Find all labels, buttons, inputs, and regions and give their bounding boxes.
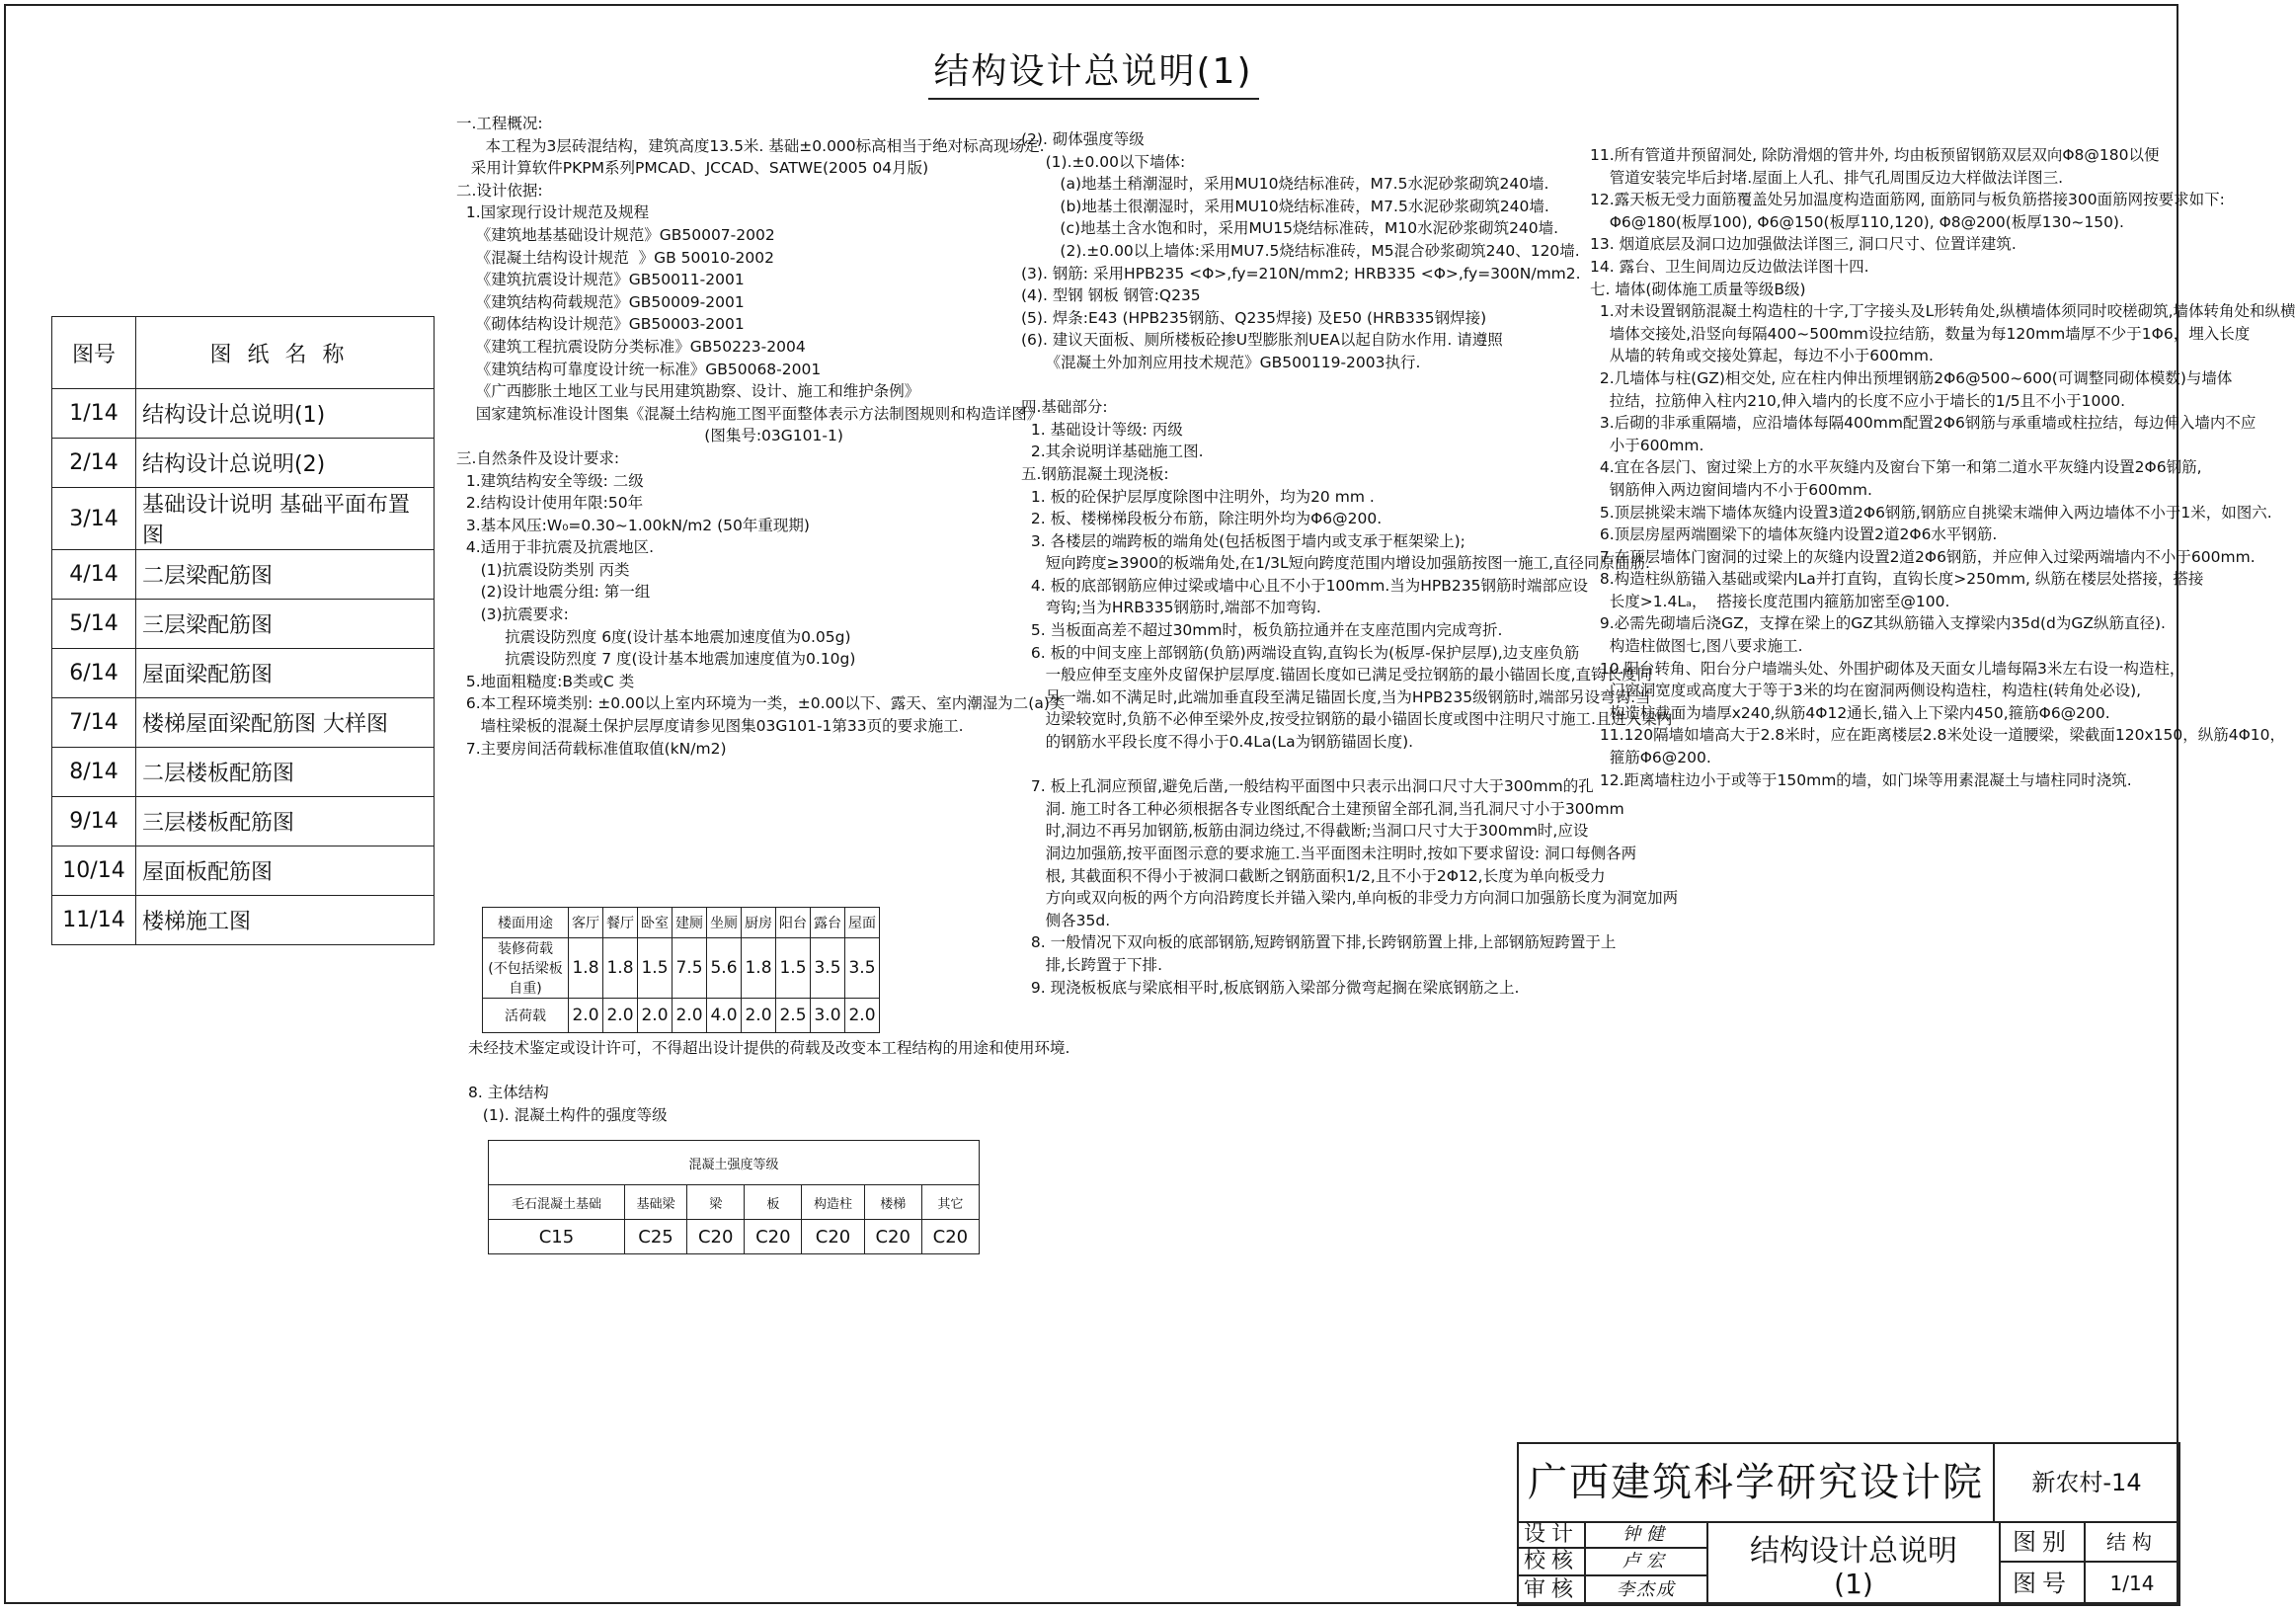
- role-name-review: 李杰成: [1617, 1579, 1676, 1600]
- note-line: 8. 一般情况下双向板的底部钢筋,短跨钢筋置下排,长跨钢筋置上排,上部钢筋短跨置于上: [1021, 933, 1617, 952]
- note-line: 四.基础部分:: [1021, 398, 1108, 417]
- project-code: 新农村-14: [2031, 1469, 2142, 1496]
- sheet-title: 结构设计总说明(1): [6, 43, 2180, 100]
- note-line: 《混凝土外加剂应用技术规范》GB500119-2003执行.: [1021, 353, 1421, 371]
- note-line: 采用计算软件PKPM系列PMCAD、JCCAD、SATWE(2005 04月版): [456, 159, 929, 178]
- drawing-number: 6/14: [52, 649, 136, 698]
- drawing-name: 结构设计总说明(2): [136, 439, 435, 488]
- note-line: 5. 当板面高差不超过30mm时，板负筋拉通并在支座范围内完成弯折.: [1021, 621, 1503, 640]
- note-line: 洞. 施工时各工种必须根据各专业图纸配合土建预留全部孔洞,当孔洞尺寸小于300mm: [1021, 799, 1624, 818]
- load-table-header: 餐厅: [603, 908, 638, 938]
- load-table-header: 建厕: [673, 908, 707, 938]
- load-value: 1.5: [776, 938, 811, 999]
- note-line: 9. 现浇板板底与梁底相平时,板底钢筋入梁部分微弯起搁在梁底钢筋之上.: [1021, 978, 1520, 997]
- drawing-name: 三层梁配筋图: [136, 600, 435, 649]
- drawing-title-line-1: 结构设计总说明: [1750, 1534, 1957, 1569]
- load-value: 4.0: [707, 999, 742, 1033]
- institute-name: 广西建筑科学研究设计院: [1528, 1460, 1984, 1505]
- load-table-header: 屋面: [845, 908, 880, 938]
- note-line: 1.国家现行设计规范及规程: [456, 203, 650, 222]
- note-line: 《建筑地基基础设计规范》GB50007-2002: [456, 225, 775, 244]
- drawing-title-line-2: (1): [1834, 1568, 1873, 1600]
- note-line: 2.结构设计使用年限:50年: [456, 494, 644, 513]
- drawing-sheet: [4, 4, 2296, 1604]
- role-name-design: 钟健: [1623, 1524, 1670, 1545]
- load-table-header: 客厅: [569, 908, 603, 938]
- note-line: 一.工程概况:: [456, 115, 543, 132]
- note-line: 9.必需先砌墙后浇GZ，支撑在梁上的GZ其纵筋锚入支撑梁内35d(d为GZ纵筋直径).: [1590, 614, 2166, 633]
- note-line: (3)抗震要求:: [456, 605, 569, 624]
- drawing-list-row: [52, 439, 435, 488]
- concrete-grade-value: C20: [802, 1220, 864, 1254]
- load-value: 1.5: [638, 938, 673, 999]
- drawing-list-row: [52, 698, 435, 748]
- drawing-name: 三层楼板配筋图: [136, 797, 435, 846]
- note-line: 7.主要房间活荷载标准值取值(kN/m2): [456, 739, 727, 758]
- note-line: 《广西膨胀土地区工业与民用建筑勘察、设计、施工和维护条例》: [456, 382, 920, 401]
- note-line: 二.设计依据:: [456, 181, 543, 200]
- note-line: 《砌体结构设计规范》GB50003-2001: [456, 315, 745, 334]
- note-line: (5). 焊条:E43 (HPB235钢筋、Q235焊接) 及E50 (HRB335钢焊接): [1021, 308, 1487, 327]
- drawing-list-row: [52, 389, 435, 439]
- drawing-name: 结构设计总说明(1): [136, 389, 435, 439]
- number-label: 图号: [2013, 1570, 2072, 1597]
- note-line: 2.几墙体与柱(GZ)相交处, 应在柱内伸出预埋钢筋2Φ6@500~600(可调整同砌体模数)与墙体: [1590, 368, 2233, 387]
- load-value: 2.0: [673, 999, 707, 1033]
- note-line: 10.阳台转角、阳台分户墙端头处、外围护砌体及天面女儿墙每隔3米左右设一构造柱，: [1590, 659, 2185, 678]
- note-line: (6). 建议天面板、厕所楼板砼掺U型膨胀剂UEA以起自防水作用. 请遵照: [1021, 331, 1503, 350]
- note-line: 箍筋Φ6@200.: [1590, 749, 1711, 767]
- general-notes-column-1: [456, 113, 1065, 760]
- note-line: 4.宜在各层门、窗过梁上方的水平灰缝内及窗台下第一和第二道水平灰缝内设置2Φ6钢筋,: [1590, 458, 2202, 477]
- note-line: 五.钢筋混凝土现浇板:: [1021, 464, 1169, 483]
- note-line: 3. 各楼层的端跨板的端角处(包括板图于墙内或支承于框架梁上);: [1021, 531, 1465, 550]
- drawing-list-row: [52, 600, 435, 649]
- drawing-list-table: [51, 316, 435, 945]
- load-value: 2.0: [603, 999, 638, 1033]
- load-row-label: [483, 999, 569, 1033]
- drawing-number: 11/14: [52, 896, 136, 945]
- drawing-number: 5/14: [52, 600, 136, 649]
- note-line: 排,长跨置于下排.: [1021, 955, 1162, 974]
- live-load-table: [482, 907, 880, 1033]
- concrete-table-header: 构造柱: [802, 1185, 864, 1220]
- note-line: (b)地基土很潮湿时，采用MU10烧结标准砖，M7.5水泥砂浆砌筑240墙.: [1021, 197, 1549, 215]
- note-line: (1). 混凝土构件的强度等级: [468, 1105, 668, 1124]
- note-line: 4.适用于非抗震及抗震地区.: [456, 538, 655, 557]
- note-line: 小于600mm.: [1590, 436, 1704, 454]
- note-line: (3). 钢筋: 采用HPB235 <Φ>,fy=210N/mm2; HRB335 <Φ>,fy=300N/mm2.: [1021, 264, 1581, 282]
- note-line: 《建筑结构可靠度设计统一标准》GB50068-2001: [456, 360, 822, 378]
- load-row-label-text: 装修荷载: [498, 941, 553, 957]
- concrete-table-header: 楼梯: [864, 1185, 921, 1220]
- note-line: Φ6@180(板厚100), Φ6@150(板厚110,120), Φ8@200(板厚130~150).: [1590, 212, 2124, 231]
- drawing-list-row: [52, 649, 435, 698]
- drawing-number: 3/14: [52, 488, 136, 550]
- note-line: 3.后砌的非承重隔墙，应沿墙体每隔400mm配置2Φ6钢筋与承重墙或柱拉结，每边伸入墙内不应: [1590, 414, 2256, 433]
- load-value: 3.5: [811, 938, 845, 999]
- load-value: 1.8: [603, 938, 638, 999]
- category-value: 结构: [2106, 1530, 2158, 1554]
- note-line: (4). 型钢 钢板 钢管:Q235: [1021, 286, 1201, 305]
- concrete-grade-value: C20: [921, 1220, 979, 1254]
- load-value: 1.8: [742, 938, 776, 999]
- concrete-table-header: 毛石混凝土基础: [489, 1185, 625, 1220]
- note-line: 13. 烟道底层及洞口边加强做法详图三, 洞口尺寸、位置详建筑.: [1590, 235, 2017, 254]
- note-line: 6.顶层房屋两端圈梁下的墙体灰缝内设置2道2Φ6水平钢筋.: [1590, 525, 1998, 544]
- concrete-strength-table: [488, 1140, 980, 1254]
- drawing-name: 二层梁配筋图: [136, 550, 435, 600]
- drawing-list-row: [52, 896, 435, 945]
- note-line: (c)地基土含水饱和时，采用MU15烧结标准砖，M10水泥砂浆砌筑240墙.: [1021, 219, 1559, 238]
- note-line: 1. 基础设计等级: 丙级: [1021, 420, 1183, 439]
- note-line: 5.地面粗糙度:B类或C 类: [456, 672, 635, 690]
- note-line: 3.基本风压:W₀=0.30~1.00kN/m2 (50年重现期): [456, 516, 810, 534]
- note-line: 1.对未设置钢筋混凝土构造柱的十字,丁字接头及L形转角处,纵横墙体须同时咬槎砌筑,墙体转角处和纵横: [1590, 302, 2296, 321]
- note-line: [468, 1060, 1069, 1083]
- note-line: 洞边加强筋,按平面图示意的要求施工.当平面图未注明时,按如下要求留设: 洞口每侧各两: [1021, 845, 1637, 862]
- general-notes-column-1-continued: [468, 1037, 1069, 1126]
- drawing-name: 楼梯屋面梁配筋图 大样图: [136, 698, 435, 748]
- note-line: 拉结，拉筋伸入柱内210,伸入墙内的长度不应小于墙长的1/5且不小于1000.: [1590, 391, 2126, 410]
- note-line: (a)地基土稍潮湿时，采用MU10烧结标准砖，M7.5水泥砂浆砌筑240墙.: [1021, 175, 1549, 194]
- drawing-name: 屋面梁配筋图: [136, 649, 435, 698]
- note-line: 时,洞边不再另加钢筋,板筋由洞边绕过,不得截断;当洞口尺寸大于300mm时,应设: [1021, 822, 1589, 841]
- note-line: 管道安装完毕后封堵.屋面上人孔、排气孔周围反边大样做法详图三.: [1590, 168, 2064, 187]
- load-value: 3.5: [845, 938, 880, 999]
- note-line: 4. 板的底部钢筋应伸过梁或墙中心且不小于100mm.当为HPB235钢筋时端部应设: [1021, 576, 1589, 595]
- drawing-list-header-name: 图纸名称: [136, 317, 435, 389]
- note-line: (2).±0.00以上墙体:采用MU7.5烧结标准砖，M5混合砂浆砌筑240、120墙.: [1021, 241, 1580, 260]
- number-value: 1/14: [2109, 1572, 2155, 1595]
- concrete-grade-value: C25: [624, 1220, 686, 1254]
- drawing-list-header-no: 图号: [52, 317, 136, 389]
- category-label: 图别: [2013, 1528, 2072, 1556]
- note-line: 墙柱梁板的混凝土保护层厚度请参见图集03G101-1第33页的要求施工.: [456, 717, 964, 736]
- note-line: 1. 板的砼保护层厚度除图中注明外，均为20 mm .: [1021, 487, 1375, 506]
- load-row-label: [483, 938, 569, 999]
- note-line: 构造柱做图七,图八要求施工.: [1590, 637, 1803, 656]
- note-line: 11.120隔墙如墙高大于2.8米时，应在距离楼层2.8米处设一道腰梁，梁截面120x150，纵筋4Φ10，: [1590, 726, 2286, 745]
- note-line: 根, 其截面积不得小于被洞口截断之钢筋面积1/2,且不小于2Φ12,长度为单向板受力: [1021, 866, 1606, 885]
- note-line: 7. 板上孔洞应预留,避免后凿,一般结构平面图中只表示出洞口尺寸大于300mm的孔: [1021, 777, 1594, 796]
- note-line: 本工程为3层砖混结构，建筑高度13.5米. 基础±0.000标高相当于绝对标高现场定.: [456, 136, 1045, 155]
- note-line: 抗震设防烈度 7 度(设计基本地震加速度值为0.10g): [456, 650, 856, 669]
- load-value: 2.5: [776, 999, 811, 1033]
- drawing-number: 10/14: [52, 846, 136, 896]
- note-line: 构造柱截面为墙厚x240,纵筋4Φ12通长,锚入上下梁内450,箍筋Φ6@200.: [1590, 703, 2110, 722]
- drawing-number: 9/14: [52, 797, 136, 846]
- load-value: 1.8: [569, 938, 603, 999]
- note-line: (1).±0.00以下墙体:: [1021, 152, 1186, 171]
- note-line: 12.露天板无受力面筋覆盖处另加温度构造面筋网, 面筋同与板负筋搭接300面筋网按要求如下:: [1590, 191, 2225, 209]
- note-line: 《建筑抗震设计规范》GB50011-2001: [456, 271, 745, 289]
- note-line: 8. 主体结构: [468, 1084, 549, 1102]
- note-line: 11.所有管道井预留洞处, 除防滑烟的管井外, 均由板预留钢筋双层双向Φ8@180以便: [1590, 146, 2160, 164]
- load-value: 5.6: [707, 938, 742, 999]
- note-line: (1)抗震设防类别 丙类: [456, 560, 630, 579]
- note-line: 七. 墙体(砌体施工质量等级B级): [1590, 280, 1806, 298]
- note-line: 短向跨度≥3900的板端角处,在1/3L短向跨度范围内增设加强筋按图一施工,直径同原面筋.: [1021, 554, 1650, 573]
- note-line: 墙体交接处,沿竖向每隔400~500mm设拉结筋，数量为每120mm墙厚不少于1Φ6，埋入长度: [1590, 324, 2251, 343]
- note-line: 6.本工程环境类别: ±0.00以上室内环境为一类，±0.00以下、露天、室内潮湿为二(a)类: [456, 694, 1066, 713]
- note-line: 一般应伸至支座外皮留保护层厚度.锚固长度如已满足受拉钢筋的最小锚固长度,直钩长度同: [1021, 666, 1652, 685]
- note-line: 方向或双向板的两个方向沿跨度长并锚入梁内,单向板的非受力方向洞口加强筋长度为洞宽加两: [1021, 889, 1679, 908]
- concrete-grade-value: C20: [745, 1220, 802, 1254]
- load-row-label-sub: (不包括梁板自重): [488, 961, 563, 997]
- note-line: 《建筑结构荷载规范》GB50009-2001: [456, 292, 745, 311]
- drawing-name: 楼梯施工图: [136, 896, 435, 945]
- load-value: 7.5: [673, 938, 707, 999]
- note-line: 2.其余说明详基础施工图.: [1021, 443, 1204, 461]
- load-table-header: 厨房: [742, 908, 776, 938]
- note-line: (2)设计地震分组: 第一组: [456, 583, 651, 602]
- load-value: 2.0: [742, 999, 776, 1033]
- concrete-table-caption: 混凝土强度等级: [489, 1141, 980, 1185]
- note-line: 1.建筑结构安全等级: 二级: [456, 471, 644, 490]
- note-line: 12.距离墙柱边小于或等于150mm的墙，如门垛等用素混凝土与墙柱同时浇筑.: [1590, 770, 2132, 789]
- role-name-check: 卢宏: [1623, 1551, 1670, 1572]
- load-value: 3.0: [811, 999, 845, 1033]
- note-line: 从墙的转角或交接处算起，每边不小于600mm.: [1590, 347, 1934, 365]
- note-line: 门窗洞宽度或高度大于等于3米的均在窗洞两侧设构造柱，构造柱(转角处必设),: [1590, 682, 2142, 700]
- drawing-list-row: [52, 748, 435, 797]
- note-line: 2. 板、楼梯梯段板分布筋，除注明外均为Φ6@200.: [1021, 510, 1383, 528]
- drawing-list-row: [52, 488, 435, 550]
- note-line: 钢筋伸入两边窗间墙内不小于600mm.: [1590, 480, 1872, 499]
- note-line: 《混凝土结构设计规范 》GB 50010-2002: [456, 248, 774, 267]
- drawing-number: 4/14: [52, 550, 136, 600]
- load-row-label-text: 活荷载: [505, 1008, 546, 1024]
- drawing-list-row: [52, 550, 435, 600]
- note-line: (2). 砌体强度等级: [1021, 130, 1145, 148]
- concrete-grade-value: C20: [687, 1220, 745, 1254]
- note-line: 7.在顶层墙体门窗洞的过梁上的灰缝内设置2道2Φ6钢筋，并应伸入过梁两端墙内不小于600mm.: [1590, 547, 2256, 566]
- drawing-name: 基础设计说明 基础平面布置图: [136, 488, 435, 550]
- note-line: 抗震设防烈度 6度(设计基本地震加速度值为0.05g): [456, 627, 851, 646]
- drawing-number: 7/14: [52, 698, 136, 748]
- load-table-header: 卧室: [638, 908, 673, 938]
- concrete-table-header: 梁: [687, 1185, 745, 1220]
- drawing-number: 8/14: [52, 748, 136, 797]
- drawing-number: 1/14: [52, 389, 136, 439]
- load-value: 2.0: [638, 999, 673, 1033]
- drawing-number: 2/14: [52, 439, 136, 488]
- drawing-name: 二层楼板配筋图: [136, 748, 435, 797]
- load-table-header: 坐厕: [707, 908, 742, 938]
- note-line: 三.自然条件及设计要求:: [456, 448, 620, 467]
- load-table-header: 露台: [811, 908, 845, 938]
- note-line: 8.构造柱纵筋锚入基础或梁内La并打直钩，直钩长度>250mm, 纵筋在楼层处搭接，搭接: [1590, 570, 2204, 589]
- note-line: 6. 板的中间支座上部钢筋(负筋)两端设直钩,直钩长为(板厚-保护层厚),边支座负筋: [1021, 643, 1580, 662]
- note-line: 5.顶层挑梁末端下墙体灰缝内设置3道2Φ6钢筋,钢筋应自挑梁末端伸入两边墙体不小于1米，如图六.: [1590, 503, 2272, 522]
- note-line: 边梁较宽时,负筋不必伸至梁外皮,按受拉钢筋的最小锚固长度或图中注明尺寸施工.且进入梁内: [1021, 710, 1673, 729]
- note-line: 《建筑工程抗震设防分类标准》GB50223-2004: [456, 337, 806, 356]
- role-label-check: 校核: [1523, 1549, 1579, 1573]
- general-notes-column-3: [1590, 144, 2296, 791]
- load-table-header: 阳台: [776, 908, 811, 938]
- note-line: 的钢筋水平段长度不得小于0.4La(La为钢筋锚固长度).: [1021, 733, 1414, 752]
- role-label-design: 设计: [1523, 1522, 1579, 1547]
- note-line: [1021, 374, 1678, 397]
- general-notes-column-2: [1021, 128, 1678, 999]
- concrete-table-header: 其它: [921, 1185, 979, 1220]
- title-block: [1517, 1442, 2180, 1606]
- role-label-review: 审核: [1523, 1577, 1579, 1602]
- load-value: 2.0: [569, 999, 603, 1033]
- concrete-grade-value: C20: [864, 1220, 921, 1254]
- concrete-table-header: 基础梁: [624, 1185, 686, 1220]
- note-line: 国家建筑标准设计图集《混凝土结构施工图平面整体表示方法制图规则和构造详图》: [456, 404, 1043, 423]
- drawing-name: 屋面板配筋图: [136, 846, 435, 896]
- concrete-grade-value: C15: [489, 1220, 625, 1254]
- concrete-table-header: 板: [745, 1185, 802, 1220]
- note-line: 侧各35d.: [1021, 911, 1111, 929]
- drawing-list-row: [52, 846, 435, 896]
- note-line: 14. 露台、卫生间周边反边做法详图十四.: [1590, 257, 1869, 276]
- note-line: 弯钩;当为HRB335钢筋时,端部不加弯钩.: [1021, 599, 1321, 617]
- note-line: 另一端.如不满足时,此端加垂直段至满足锚固长度,当为HPB235级钢筋时,端部另设弯钩.当: [1021, 687, 1651, 706]
- load-value: 2.0: [845, 999, 880, 1033]
- note-line: 长度>1.4Lₐ， 搭接长度范围内箍筋加密至@100.: [1590, 592, 1950, 610]
- drawing-list-row: [52, 797, 435, 846]
- load-table-header: 楼面用途: [483, 908, 569, 938]
- note-line: 未经技术鉴定或设计许可，不得超出设计提供的荷载及改变本工程结构的用途和使用环境.: [468, 1039, 1070, 1057]
- note-line: (图集号:03G101-1): [456, 427, 843, 445]
- note-line: [1021, 754, 1678, 776]
